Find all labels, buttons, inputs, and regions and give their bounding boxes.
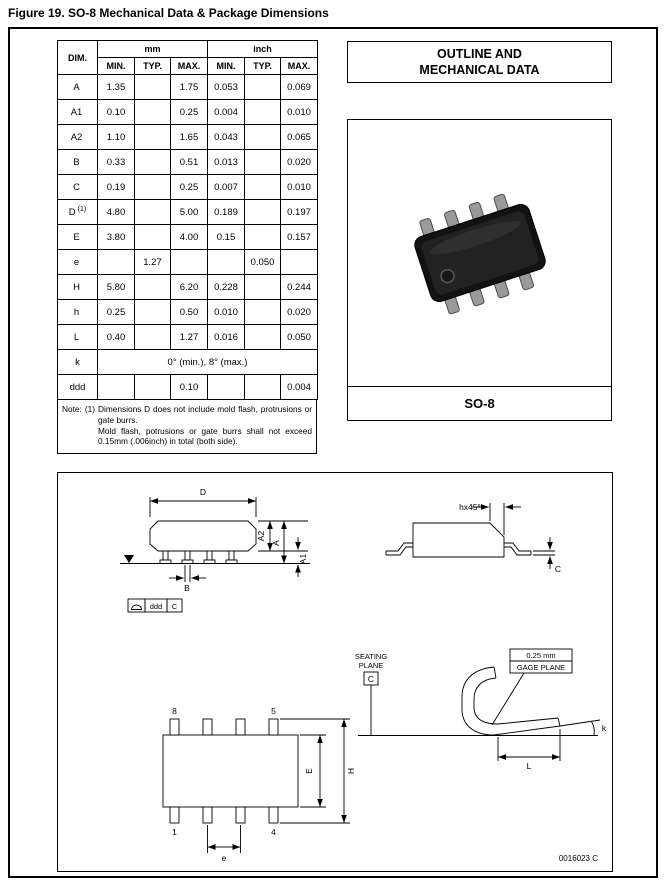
header-mm-min: MIN. <box>98 58 135 75</box>
package-body-side <box>150 521 256 551</box>
dim-label: k <box>75 356 80 368</box>
dim-label-cell <box>58 150 98 175</box>
inch-min-cell: 0.010 <box>208 300 245 325</box>
mm-min-cell: 3.80 <box>98 225 135 250</box>
dim-label-cell <box>58 225 98 250</box>
dim-label: e <box>73 257 80 268</box>
note-text-line1: Dimensions D does not include mold flash, protrusions or gate burrs. <box>97 404 312 425</box>
inch-typ-cell <box>245 200 281 225</box>
dim-d-label: D <box>199 487 207 497</box>
mm-max-cell: 1.75 <box>171 75 208 100</box>
header-mm-max: MAX. <box>171 58 208 75</box>
pin-5-label: 5 <box>271 706 276 716</box>
dim-label-cell <box>58 375 98 400</box>
package-drawings <box>58 473 612 871</box>
inch-typ-cell <box>245 225 281 250</box>
mm-min-cell: 0.25 <box>98 300 135 325</box>
mm-max-cell: 0.25 <box>171 100 208 125</box>
mm-max-cell: 6.20 <box>171 275 208 300</box>
inch-max-cell: 0.197 <box>281 200 318 225</box>
dim-a1-label: A1 <box>298 553 308 565</box>
inch-max-cell: 0.244 <box>281 275 318 300</box>
note-label: Note: <box>62 404 82 414</box>
header-inch-min: MIN. <box>208 58 245 75</box>
flatness-frame <box>128 599 182 612</box>
document-code: 0016023 C <box>558 854 598 863</box>
table-row <box>58 300 318 325</box>
seating-datum-label: C <box>367 674 375 684</box>
dim-c-label: C <box>554 564 562 574</box>
dim-label-cell <box>58 100 98 125</box>
header-inch-max: MAX. <box>281 58 318 75</box>
package-name: SO-8 <box>348 386 611 420</box>
mm-typ-cell <box>135 325 171 350</box>
header-inch: inch <box>208 41 318 58</box>
inch-min-cell: 0.053 <box>208 75 245 100</box>
dim-superscript: (1) <box>77 206 87 213</box>
dim-label: ddd <box>69 381 86 393</box>
mm-typ-cell <box>135 300 171 325</box>
dim-label-cell <box>58 325 98 350</box>
mm-typ-cell <box>135 275 171 300</box>
table-row <box>58 125 318 150</box>
end-view-drawing <box>386 502 561 574</box>
header-dim: DIM. <box>58 41 98 75</box>
side-view-drawing <box>120 487 310 612</box>
header-mm: mm <box>98 41 208 58</box>
table-row <box>58 100 318 125</box>
dim-label: D <box>68 207 76 218</box>
top-view-drawing <box>163 706 356 863</box>
package-body-top <box>163 735 298 807</box>
datum-flag <box>124 555 134 563</box>
mm-min-cell: 4.80 <box>98 200 135 225</box>
inch-min-cell: 0.007 <box>208 175 245 200</box>
dim-label: E <box>73 232 80 243</box>
dimensions-table <box>57 40 318 400</box>
table-row <box>58 150 318 175</box>
dim-a2-label: A2 <box>256 530 266 542</box>
inch-min-cell: 0.043 <box>208 125 245 150</box>
table-row <box>58 250 318 275</box>
mm-min-cell <box>98 250 135 275</box>
dim-label-cell <box>58 125 98 150</box>
k-value-cell: 0° (min.), 8° (max.) <box>98 350 318 375</box>
inch-typ-cell <box>245 300 281 325</box>
inch-min-cell <box>208 250 245 275</box>
pin-1-label: 1 <box>172 827 177 837</box>
dim-label: C <box>73 182 80 193</box>
dim-label-cell <box>58 250 98 275</box>
inch-typ-cell <box>245 75 281 100</box>
figure-title: Figure 19. SO-8 Mechanical Data & Package Dimensions <box>8 6 329 20</box>
dim-label: B <box>73 157 80 168</box>
dim-label-cell <box>58 275 98 300</box>
package-image-area <box>348 120 611 386</box>
inch-typ-cell <box>245 375 281 400</box>
gage-offset-label: 0.25 mm <box>526 651 556 660</box>
mm-min-cell: 0.10 <box>98 100 135 125</box>
table-body <box>58 75 318 400</box>
table-row <box>58 275 318 300</box>
drawings-box <box>57 472 613 872</box>
inch-typ-cell <box>245 150 281 175</box>
note-text <box>98 404 312 447</box>
inch-min-cell: 0.013 <box>208 150 245 175</box>
header-mm-typ: TYP. <box>135 58 171 75</box>
inch-min-cell: 0.004 <box>208 100 245 125</box>
dim-label: h <box>73 307 80 318</box>
seating-plane-label-line2: PLANE <box>358 661 384 670</box>
mm-typ-cell <box>135 225 171 250</box>
dim-e-pitch-label: e <box>221 853 227 863</box>
mm-typ-cell <box>135 175 171 200</box>
pin-4-label: 4 <box>271 827 276 837</box>
package-leads-side <box>160 551 237 564</box>
dim-chamfer-label: hx45° <box>459 502 481 512</box>
mm-min-cell: 5.80 <box>98 275 135 300</box>
dim-e-label: E <box>304 768 314 774</box>
inch-max-cell: 0.069 <box>281 75 318 100</box>
dim-label-cell <box>58 175 98 200</box>
dim-label: H <box>73 282 80 293</box>
mm-max-cell: 0.50 <box>171 300 208 325</box>
inch-typ-cell: 0.050 <box>245 250 281 275</box>
inch-max-cell <box>281 250 318 275</box>
mm-typ-cell <box>135 75 171 100</box>
so8-package-image <box>360 158 600 348</box>
dim-l-label: L <box>526 761 532 771</box>
dim-label: L <box>73 332 80 343</box>
mm-max-cell: 1.65 <box>171 125 208 150</box>
outline-panel-image-box <box>347 119 612 421</box>
table-row <box>58 325 318 350</box>
inch-typ-cell <box>245 275 281 300</box>
table-row <box>58 200 318 225</box>
inch-max-cell: 0.020 <box>281 300 318 325</box>
dim-label-cell <box>58 300 98 325</box>
table-row <box>58 225 318 250</box>
mm-min-cell: 0.33 <box>98 150 135 175</box>
mm-max-cell: 4.00 <box>171 225 208 250</box>
dim-k-label: k <box>601 723 607 733</box>
dim-label: A1 <box>70 107 83 118</box>
header-inch-typ: TYP. <box>245 58 281 75</box>
inch-min-cell: 0.016 <box>208 325 245 350</box>
mm-max-cell: 1.27 <box>171 325 208 350</box>
mm-typ-cell <box>135 150 171 175</box>
mm-min-cell: 1.35 <box>98 75 135 100</box>
dim-label-cell <box>58 350 98 375</box>
dim-b-label: B <box>184 583 190 593</box>
mm-max-cell: 0.10 <box>171 375 208 400</box>
mm-max-cell <box>171 250 208 275</box>
inch-max-cell: 0.050 <box>281 325 318 350</box>
inch-typ-cell <box>245 125 281 150</box>
dim-label: A2 <box>70 132 83 143</box>
seating-plane-label-line1: SEATING <box>354 652 388 661</box>
flatness-symbol <box>132 605 142 610</box>
flatness-datum-label: C <box>171 602 178 611</box>
inch-max-cell: 0.020 <box>281 150 318 175</box>
mm-max-cell: 5.00 <box>171 200 208 225</box>
inch-max-cell: 0.010 <box>281 175 318 200</box>
note-ref: (1) <box>84 404 95 414</box>
table-row <box>58 175 318 200</box>
table-row-k <box>58 350 318 375</box>
note-text-line2: Mold flash, potrusions or gate burrs shall not exceed 0.15mm (.006inch) in total (both side). <box>97 425 312 447</box>
inch-min-cell: 0.228 <box>208 275 245 300</box>
dim-label-cell <box>58 200 98 225</box>
inch-min-cell: 0.189 <box>208 200 245 225</box>
table-row <box>58 75 318 100</box>
table-header-row-units <box>58 41 318 58</box>
mm-max-cell: 0.25 <box>171 175 208 200</box>
inch-typ-cell <box>245 325 281 350</box>
pin-8-label: 8 <box>172 706 177 716</box>
inch-min-cell <box>208 375 245 400</box>
inch-typ-cell <box>245 100 281 125</box>
inch-min-cell: 0.15 <box>208 225 245 250</box>
flatness-ddd-label: ddd <box>149 602 163 611</box>
mm-typ-cell <box>135 100 171 125</box>
package-body-end <box>413 523 504 557</box>
mm-min-cell: 0.19 <box>98 175 135 200</box>
inch-max-cell: 0.065 <box>281 125 318 150</box>
inch-max-cell: 0.004 <box>281 375 318 400</box>
dim-label: A <box>73 82 80 93</box>
mm-max-cell: 0.51 <box>171 150 208 175</box>
mm-typ-cell <box>135 125 171 150</box>
mm-min-cell: 1.10 <box>98 125 135 150</box>
outline-title-line2: MECHANICAL DATA <box>419 63 540 77</box>
figure-frame <box>8 27 658 878</box>
outline-title-line1: OUTLINE AND <box>437 46 522 61</box>
gage-plane-drawing <box>355 649 607 771</box>
mm-typ-cell <box>135 375 171 400</box>
mm-min-cell <box>98 375 135 400</box>
gage-plane-label: GAGE PLANE <box>516 663 566 672</box>
table-row-ddd <box>58 375 318 400</box>
inch-max-cell: 0.010 <box>281 100 318 125</box>
inch-typ-cell <box>245 175 281 200</box>
table-note <box>57 400 317 454</box>
mm-typ-cell <box>135 200 171 225</box>
dim-label-cell <box>58 75 98 100</box>
mm-typ-cell: 1.27 <box>135 250 171 275</box>
dimensions-table-area <box>57 40 319 454</box>
inch-max-cell: 0.157 <box>281 225 318 250</box>
dim-a-label: A <box>271 540 281 546</box>
mm-min-cell: 0.40 <box>98 325 135 350</box>
outline-panel-title <box>347 41 612 83</box>
dim-h-label: H <box>346 767 356 775</box>
